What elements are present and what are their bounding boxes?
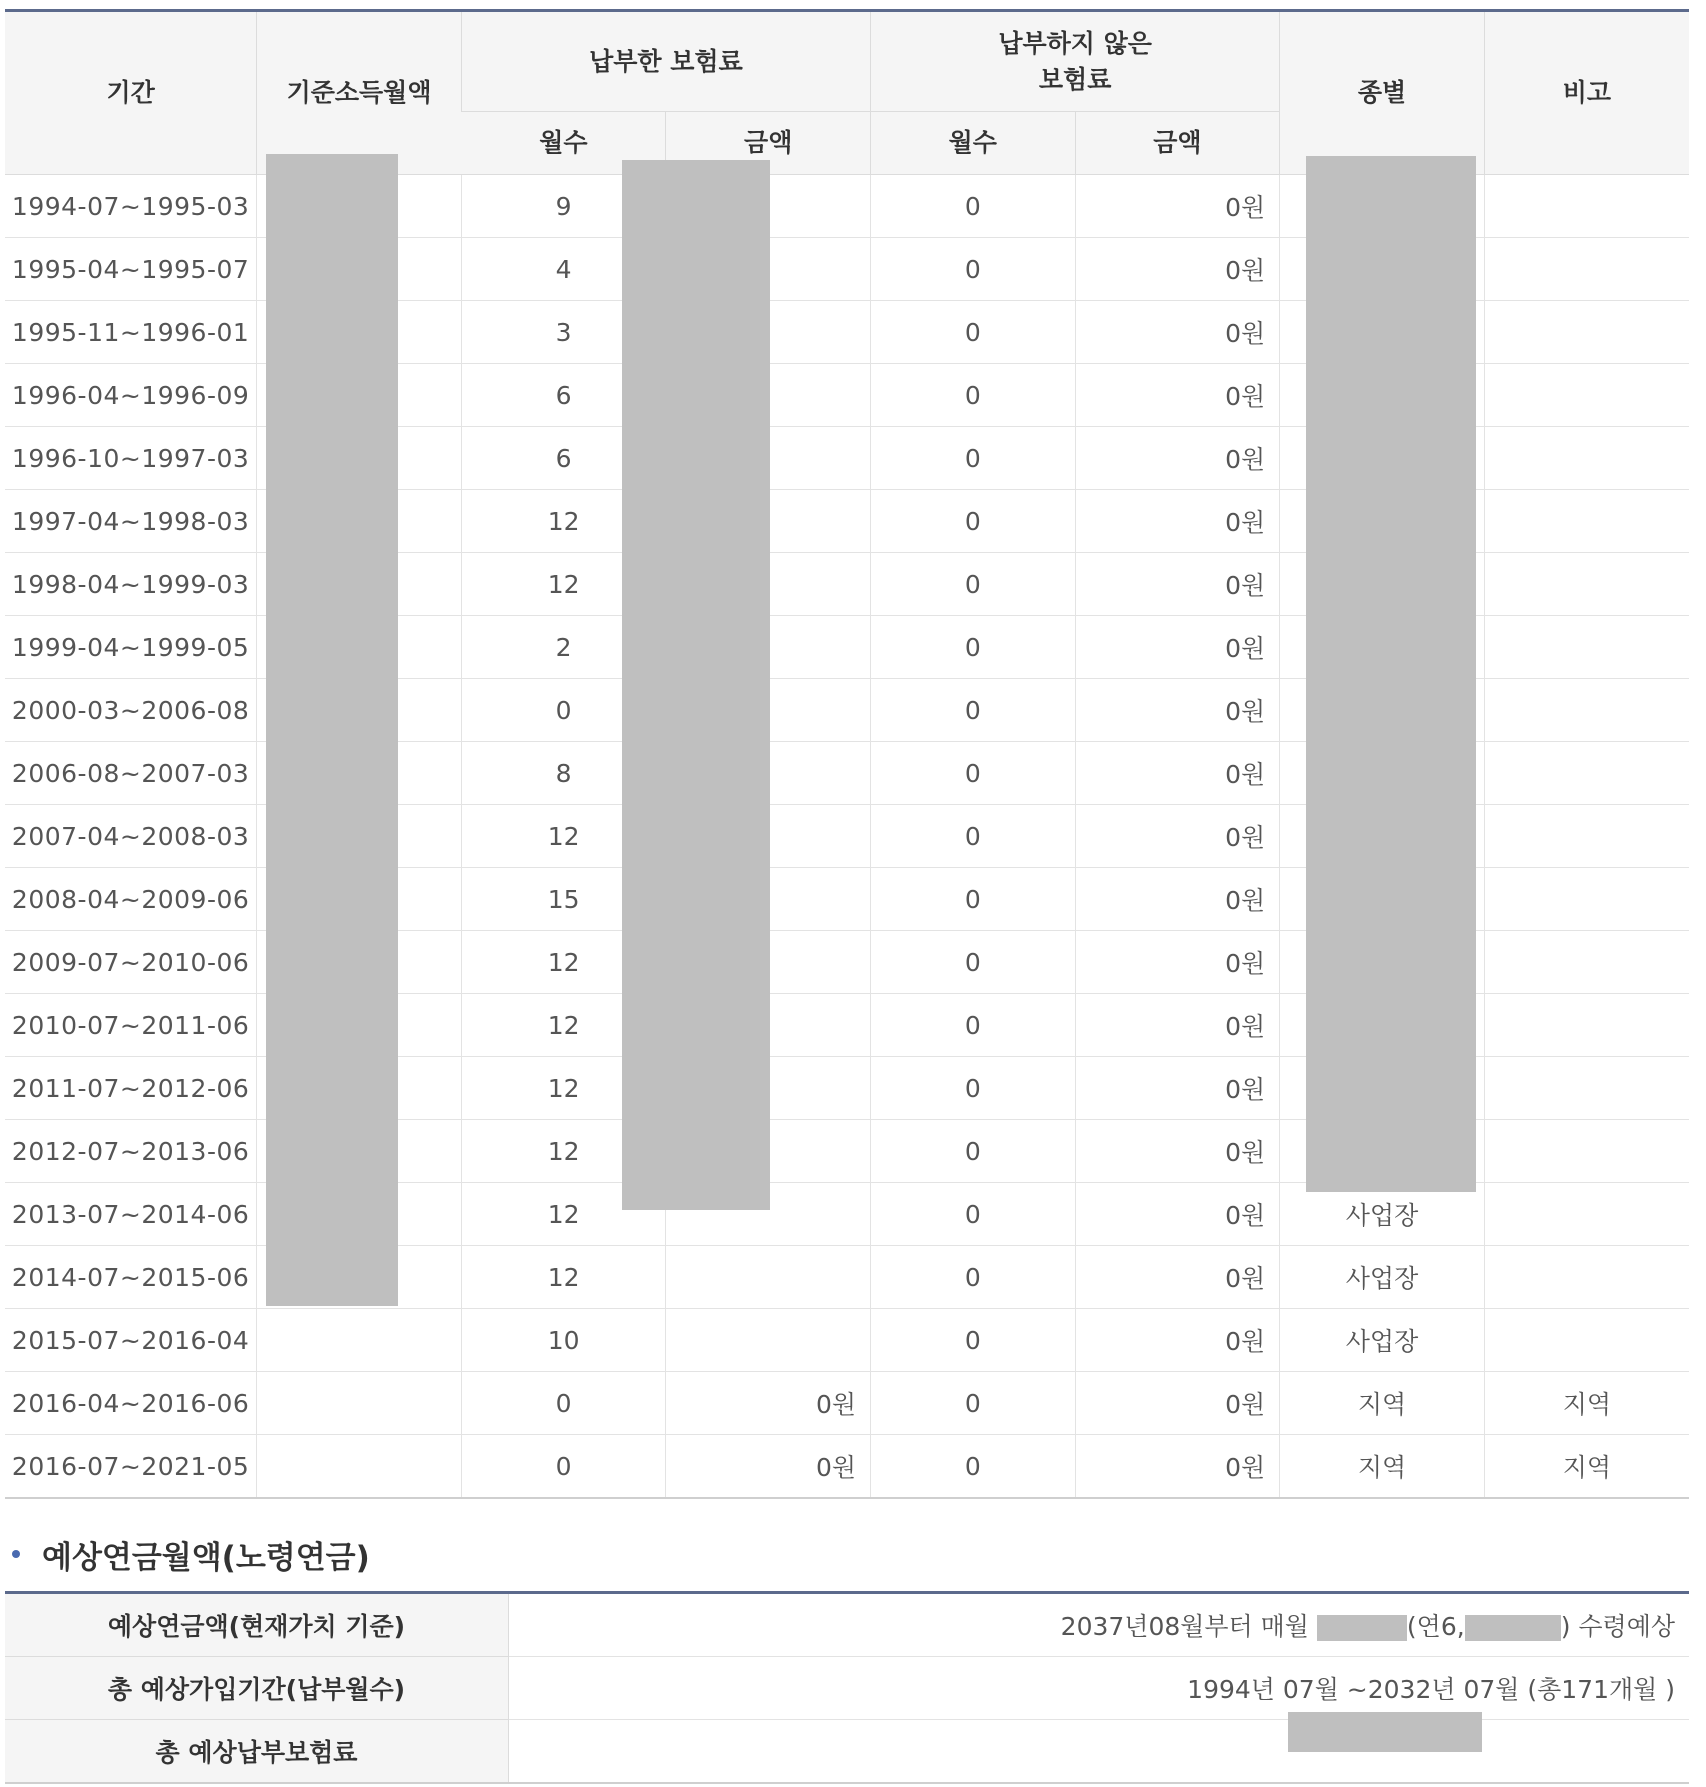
cell-note <box>1484 868 1689 931</box>
cell-unpaid-months: 0 <box>871 427 1076 490</box>
header-unpaid-group <box>871 11 1280 112</box>
cell-unpaid-months: 0 <box>871 868 1076 931</box>
cell-note <box>1484 1246 1689 1309</box>
cell-type: 사업장 <box>1280 1246 1485 1309</box>
cell-paid-months: 12 <box>461 805 666 868</box>
pension-value-prefix: 2037년08월부터 매월 <box>1060 1612 1309 1641</box>
pension-value-suffix: ) 수령예상 <box>1560 1612 1675 1641</box>
cell-unpaid-amount: 0원 <box>1075 175 1280 238</box>
cell-period: 2015-07~2016-04 <box>5 1309 257 1372</box>
cell-unpaid-amount: 0원 <box>1075 490 1280 553</box>
cell-unpaid-amount: 0원 <box>1075 1435 1280 1499</box>
cell-note <box>1484 427 1689 490</box>
redaction-annual-amount <box>1465 1615 1561 1641</box>
redaction-monthly-amount <box>1317 1615 1407 1641</box>
cell-paid-months: 12 <box>461 1183 666 1246</box>
cell-type: 지역 <box>1280 1435 1485 1499</box>
cell-note <box>1484 994 1689 1057</box>
cell-period: 2006-08~2007-03 <box>5 742 257 805</box>
cell-paid-months: 10 <box>461 1309 666 1372</box>
summary-label-total-premium: 총 예상납부보험료 <box>5 1720 509 1784</box>
cell-period: 2010-07~2011-06 <box>5 994 257 1057</box>
table-row <box>5 1372 1689 1435</box>
cell-note <box>1484 301 1689 364</box>
cell-period: 2011-07~2012-06 <box>5 1057 257 1120</box>
cell-paid-amount <box>666 1246 871 1309</box>
cell-type: 지역 <box>1280 1372 1485 1435</box>
cell-paid-months: 9 <box>461 175 666 238</box>
cell-unpaid-amount: 0원 <box>1075 994 1280 1057</box>
cell-unpaid-amount: 0원 <box>1075 805 1280 868</box>
cell-unpaid-months: 0 <box>871 679 1076 742</box>
cell-paid-months: 6 <box>461 427 666 490</box>
cell-unpaid-months: 0 <box>871 553 1076 616</box>
table-row <box>5 1435 1689 1499</box>
cell-unpaid-amount: 0원 <box>1075 1057 1280 1120</box>
cell-type: 사업장 <box>1280 1183 1485 1246</box>
cell-unpaid-amount: 0원 <box>1075 742 1280 805</box>
cell-note <box>1484 1183 1689 1246</box>
cell-note <box>1484 175 1689 238</box>
cell-unpaid-months: 0 <box>871 805 1076 868</box>
header-paid-amount: 금액 <box>666 112 871 175</box>
cell-unpaid-amount: 0원 <box>1075 427 1280 490</box>
cell-unpaid-amount: 0원 <box>1075 931 1280 994</box>
cell-unpaid-months: 0 <box>871 364 1076 427</box>
section-heading <box>12 1532 370 1576</box>
bullet-icon <box>12 1550 20 1558</box>
cell-paid-months: 12 <box>461 994 666 1057</box>
cell-paid-months: 4 <box>461 238 666 301</box>
cell-unpaid-amount: 0원 <box>1075 616 1280 679</box>
table-row <box>5 1246 1689 1309</box>
cell-unpaid-months: 0 <box>871 175 1076 238</box>
cell-note <box>1484 238 1689 301</box>
cell-unpaid-amount: 0원 <box>1075 553 1280 616</box>
cell-note <box>1484 931 1689 994</box>
summary-row <box>5 1657 1689 1720</box>
redaction-note <box>1306 156 1476 1192</box>
cell-unpaid-months: 0 <box>871 238 1076 301</box>
cell-note <box>1484 1120 1689 1183</box>
cell-unpaid-amount: 0원 <box>1075 1120 1280 1183</box>
header-unpaid-amount: 금액 <box>1075 112 1280 175</box>
cell-period: 2000-03~2006-08 <box>5 679 257 742</box>
cell-note: 지역 <box>1484 1435 1689 1499</box>
cell-period: 1999-04~1999-05 <box>5 616 257 679</box>
header-paid-group: 납부한 보험료 <box>461 11 870 112</box>
cell-unpaid-amount: 0원 <box>1075 1183 1280 1246</box>
cell-period: 2016-07~2021-05 <box>5 1435 257 1499</box>
cell-period: 2009-07~2010-06 <box>5 931 257 994</box>
cell-paid-months: 0 <box>461 1372 666 1435</box>
header-paid-months: 월수 <box>461 112 666 175</box>
cell-paid-months: 12 <box>461 1057 666 1120</box>
summary-value-period: 1994년 07월 ~2032년 07월 (총171개월 ) <box>509 1657 1690 1720</box>
cell-unpaid-amount: 0원 <box>1075 1309 1280 1372</box>
cell-period: 1995-04~1995-07 <box>5 238 257 301</box>
cell-unpaid-amount: 0원 <box>1075 238 1280 301</box>
pension-value-middle: (연6, <box>1406 1612 1465 1641</box>
cell-note <box>1484 364 1689 427</box>
header-unpaid-line2: 보험료 <box>1038 64 1112 94</box>
cell-note <box>1484 490 1689 553</box>
cell-note <box>1484 805 1689 868</box>
cell-paid-months: 6 <box>461 364 666 427</box>
cell-paid-months: 12 <box>461 931 666 994</box>
cell-type: 사업장 <box>1280 1309 1485 1372</box>
section-title: 예상연금월액(노령연금) <box>42 1539 370 1576</box>
cell-unpaid-months: 0 <box>871 616 1076 679</box>
cell-paid-amount <box>666 1309 871 1372</box>
cell-period: 2013-07~2014-06 <box>5 1183 257 1246</box>
cell-paid-months: 12 <box>461 1246 666 1309</box>
cell-note <box>1484 742 1689 805</box>
cell-unpaid-amount: 0원 <box>1075 679 1280 742</box>
cell-paid-amount: 0원 <box>666 1372 871 1435</box>
cell-note <box>1484 679 1689 742</box>
redaction-total-premium <box>1288 1712 1482 1752</box>
cell-paid-months: 12 <box>461 553 666 616</box>
cell-period: 1994-07~1995-03 <box>5 175 257 238</box>
cell-note <box>1484 1309 1689 1372</box>
cell-base-income <box>257 1309 462 1372</box>
cell-unpaid-months: 0 <box>871 1183 1076 1246</box>
cell-period: 1996-10~1997-03 <box>5 427 257 490</box>
cell-unpaid-months: 0 <box>871 1309 1076 1372</box>
cell-unpaid-months: 0 <box>871 994 1076 1057</box>
pension-summary-table <box>5 1591 1689 1784</box>
cell-note <box>1484 1057 1689 1120</box>
cell-paid-months: 15 <box>461 868 666 931</box>
cell-unpaid-amount: 0원 <box>1075 1246 1280 1309</box>
cell-period: 2014-07~2015-06 <box>5 1246 257 1309</box>
cell-note <box>1484 553 1689 616</box>
cell-unpaid-months: 0 <box>871 1246 1076 1309</box>
header-period: 기간 <box>5 11 257 175</box>
summary-label-pension: 예상연금액(현재가치 기준) <box>5 1593 509 1657</box>
table-row <box>5 1309 1689 1372</box>
cell-unpaid-months: 0 <box>871 1372 1076 1435</box>
cell-unpaid-amount: 0원 <box>1075 364 1280 427</box>
cell-note <box>1484 616 1689 679</box>
cell-unpaid-amount: 0원 <box>1075 301 1280 364</box>
cell-paid-months: 0 <box>461 679 666 742</box>
cell-unpaid-amount: 0원 <box>1075 868 1280 931</box>
cell-unpaid-amount: 0원 <box>1075 1372 1280 1435</box>
cell-period: 2012-07~2013-06 <box>5 1120 257 1183</box>
summary-value-pension <box>509 1593 1690 1657</box>
header-type: 종별 <box>1280 11 1485 175</box>
cell-note: 지역 <box>1484 1372 1689 1435</box>
cell-base-income <box>257 1372 462 1435</box>
header-base-income: 기준소득월액 <box>257 11 462 175</box>
summary-row <box>5 1593 1689 1657</box>
summary-label-period: 총 예상가입기간(납부월수) <box>5 1657 509 1720</box>
cell-unpaid-months: 0 <box>871 301 1076 364</box>
cell-period: 1998-04~1999-03 <box>5 553 257 616</box>
redaction-base-income <box>266 154 398 1306</box>
summary-value-total-premium <box>509 1720 1690 1784</box>
cell-paid-months: 12 <box>461 490 666 553</box>
table-header <box>5 11 1689 175</box>
cell-paid-months: 0 <box>461 1435 666 1499</box>
cell-base-income <box>257 1435 462 1499</box>
header-note: 비고 <box>1484 11 1689 175</box>
cell-unpaid-months: 0 <box>871 931 1076 994</box>
cell-paid-amount: 0원 <box>666 1435 871 1499</box>
cell-unpaid-months: 0 <box>871 1435 1076 1499</box>
cell-unpaid-months: 0 <box>871 1057 1076 1120</box>
cell-paid-months: 2 <box>461 616 666 679</box>
cell-unpaid-months: 0 <box>871 742 1076 805</box>
cell-paid-months: 12 <box>461 1120 666 1183</box>
cell-paid-months: 3 <box>461 301 666 364</box>
header-unpaid-line1: 납부하지 않은 <box>998 28 1152 58</box>
cell-period: 2016-04~2016-06 <box>5 1372 257 1435</box>
cell-period: 1995-11~1996-01 <box>5 301 257 364</box>
cell-period: 2008-04~2009-06 <box>5 868 257 931</box>
redaction-paid-amount <box>622 160 770 1210</box>
cell-unpaid-months: 0 <box>871 1120 1076 1183</box>
cell-period: 1997-04~1998-03 <box>5 490 257 553</box>
header-unpaid-months: 월수 <box>871 112 1076 175</box>
cell-unpaid-months: 0 <box>871 490 1076 553</box>
cell-paid-months: 8 <box>461 742 666 805</box>
cell-period: 2007-04~2008-03 <box>5 805 257 868</box>
cell-period: 1996-04~1996-09 <box>5 364 257 427</box>
